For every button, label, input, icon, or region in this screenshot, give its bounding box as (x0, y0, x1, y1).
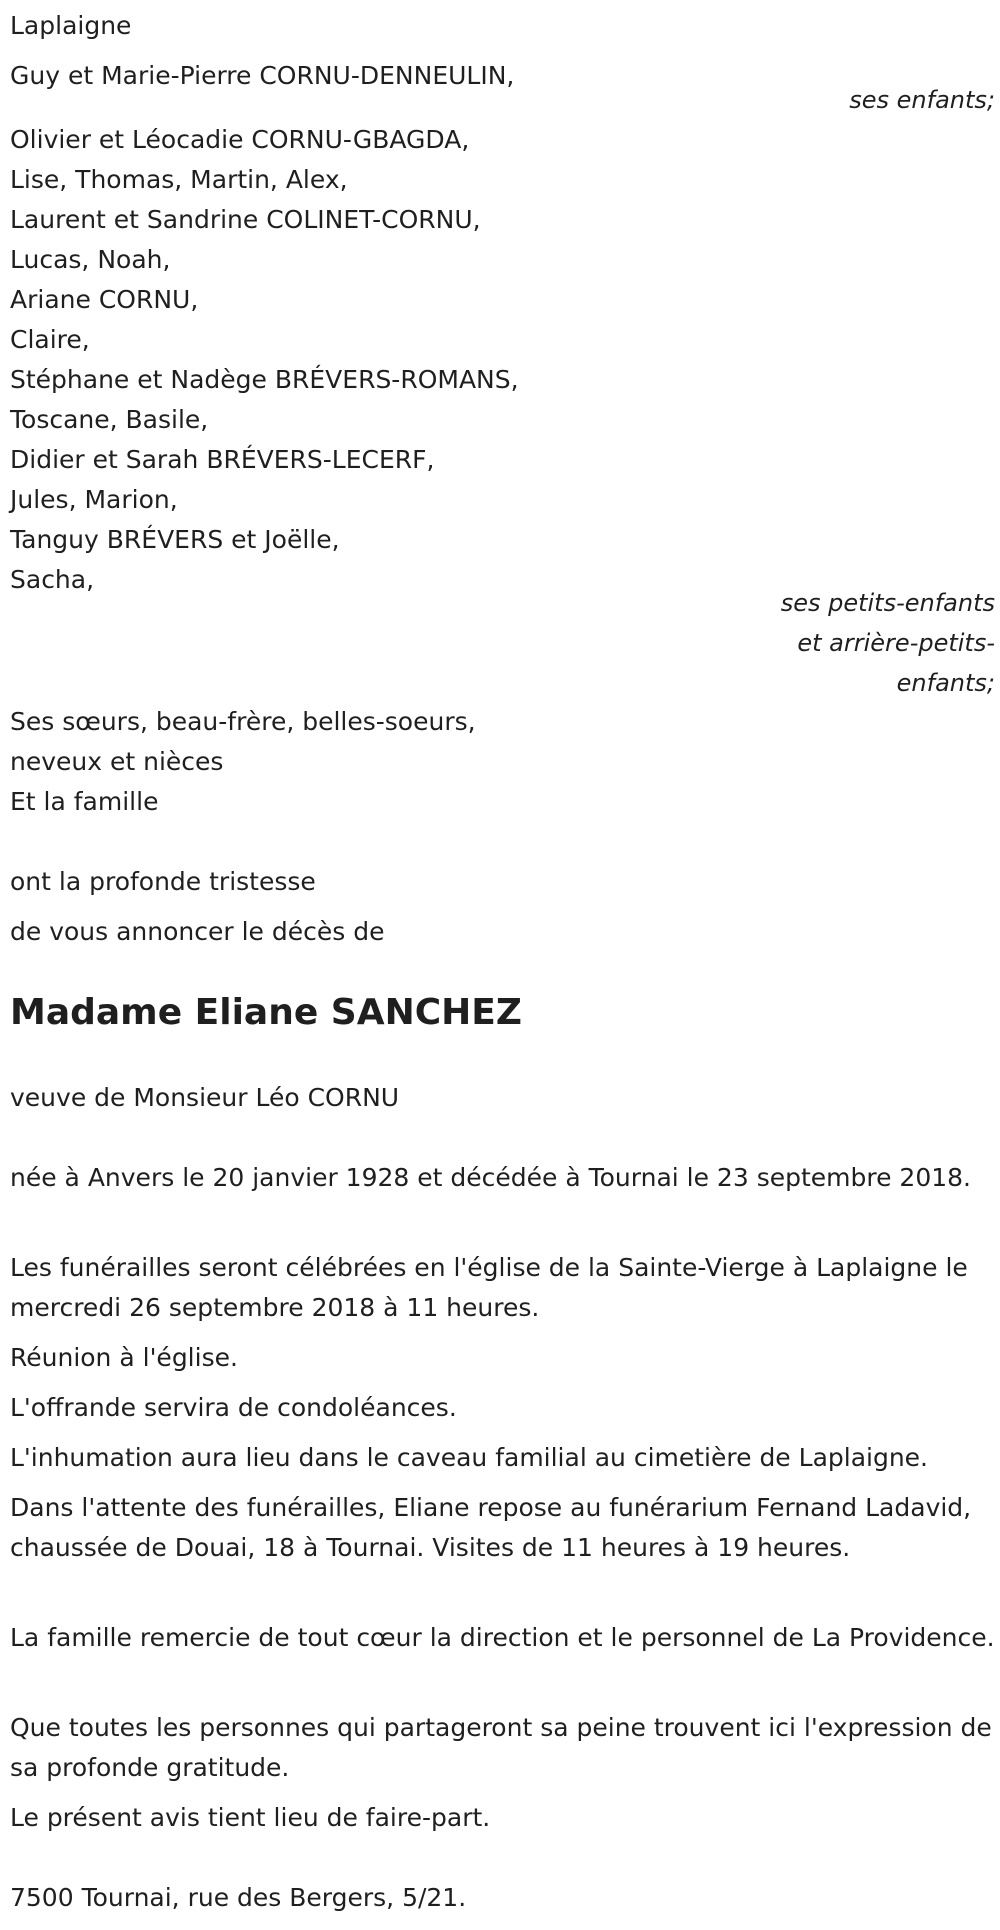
birth-death-paragraph: née à Anvers le 20 janvier 1928 et décédée à Tournai le 23 septembre 2018. (10, 1163, 971, 1192)
grandchildren-name-line: Jules, Marion, (10, 485, 178, 514)
grandchildren-name-line: Didier et Sarah BRÉVERS-LECERF, (10, 445, 435, 474)
children-role: ses enfants; (849, 86, 995, 114)
header-location: Laplaigne (10, 11, 132, 40)
funeral-paragraph: Les funérailles seront célébrées en l'église de la Sainte-Vierge à Laplaigne le mercredi 26 septembre 2018 à 11 heures. (10, 1253, 968, 1322)
grandchildren-name-line: Sacha, (10, 565, 95, 594)
notice-paragraph: Le présent avis tient lieu de faire-part. (10, 1803, 491, 1832)
address-line: 7500 Tournai, rue des Bergers, 5/21. (10, 1883, 467, 1912)
grandchildren-name-line: Tanguy BRÉVERS et Joëlle, (10, 525, 340, 554)
funeral-home-paragraph: Dans l'attente des funérailles, Eliane repose au funérarium Fernand Ladavid, chaussée de Douai, 18 à Tournai. Visites de 11 heures à 19 heures. (10, 1493, 972, 1562)
grandchildren-name-line: Stéphane et Nadège BRÉVERS-ROMANS, (10, 365, 519, 394)
grandchildren-name-line: Laurent et Sandrine COLINET-CORNU, (10, 205, 481, 234)
grandchildren-name-line: Lucas, Noah, (10, 245, 171, 274)
grandchildren-role-line: ses petits-enfants (780, 589, 995, 617)
grandchildren-name-line: Lise, Thomas, Martin, Alex, (10, 165, 348, 194)
children-name-line: Guy et Marie-Pierre CORNU-DENNEULIN, (10, 61, 515, 90)
grandchildren-name-line: Claire, (10, 325, 90, 354)
grandchildren-role-line: enfants; (896, 669, 995, 697)
grandchildren-name-line: Toscane, Basile, (10, 405, 209, 434)
gathering-paragraph: Réunion à l'église. (10, 1343, 238, 1372)
widow-of-line: veuve de Monsieur Léo CORNU (10, 1083, 400, 1112)
obituary-notice (10, 0, 995, 1930)
thanks-paragraph: La famille remercie de tout cœur la direction et le personnel de La Providence. (10, 1623, 995, 1652)
extended-family-line: Et la famille (10, 787, 159, 816)
offering-paragraph: L'offrande servira de condoléances. (10, 1393, 457, 1422)
grandchildren-name-line: Olivier et Léocadie CORNU-GBAGDA, (10, 125, 470, 154)
gratitude-paragraph: Que toutes les personnes qui partageront sa peine trouvent ici l'expression de sa profonde gratitude. (10, 1713, 992, 1782)
announcement-line: ont la profonde tristesse (10, 867, 316, 896)
announcement-line: de vous annoncer le décès de (10, 917, 385, 946)
extended-family-line: neveux et nièces (10, 747, 224, 776)
deceased-name: Madame Eliane SANCHEZ (10, 992, 522, 1033)
grandchildren-name-line: Ariane CORNU, (10, 285, 199, 314)
burial-paragraph: L'inhumation aura lieu dans le caveau familial au cimetière de Laplaigne. (10, 1443, 929, 1472)
extended-family-line: Ses sœurs, beau-frère, belles-soeurs, (10, 707, 476, 736)
grandchildren-role-line: et arrière-petits- (797, 629, 995, 657)
